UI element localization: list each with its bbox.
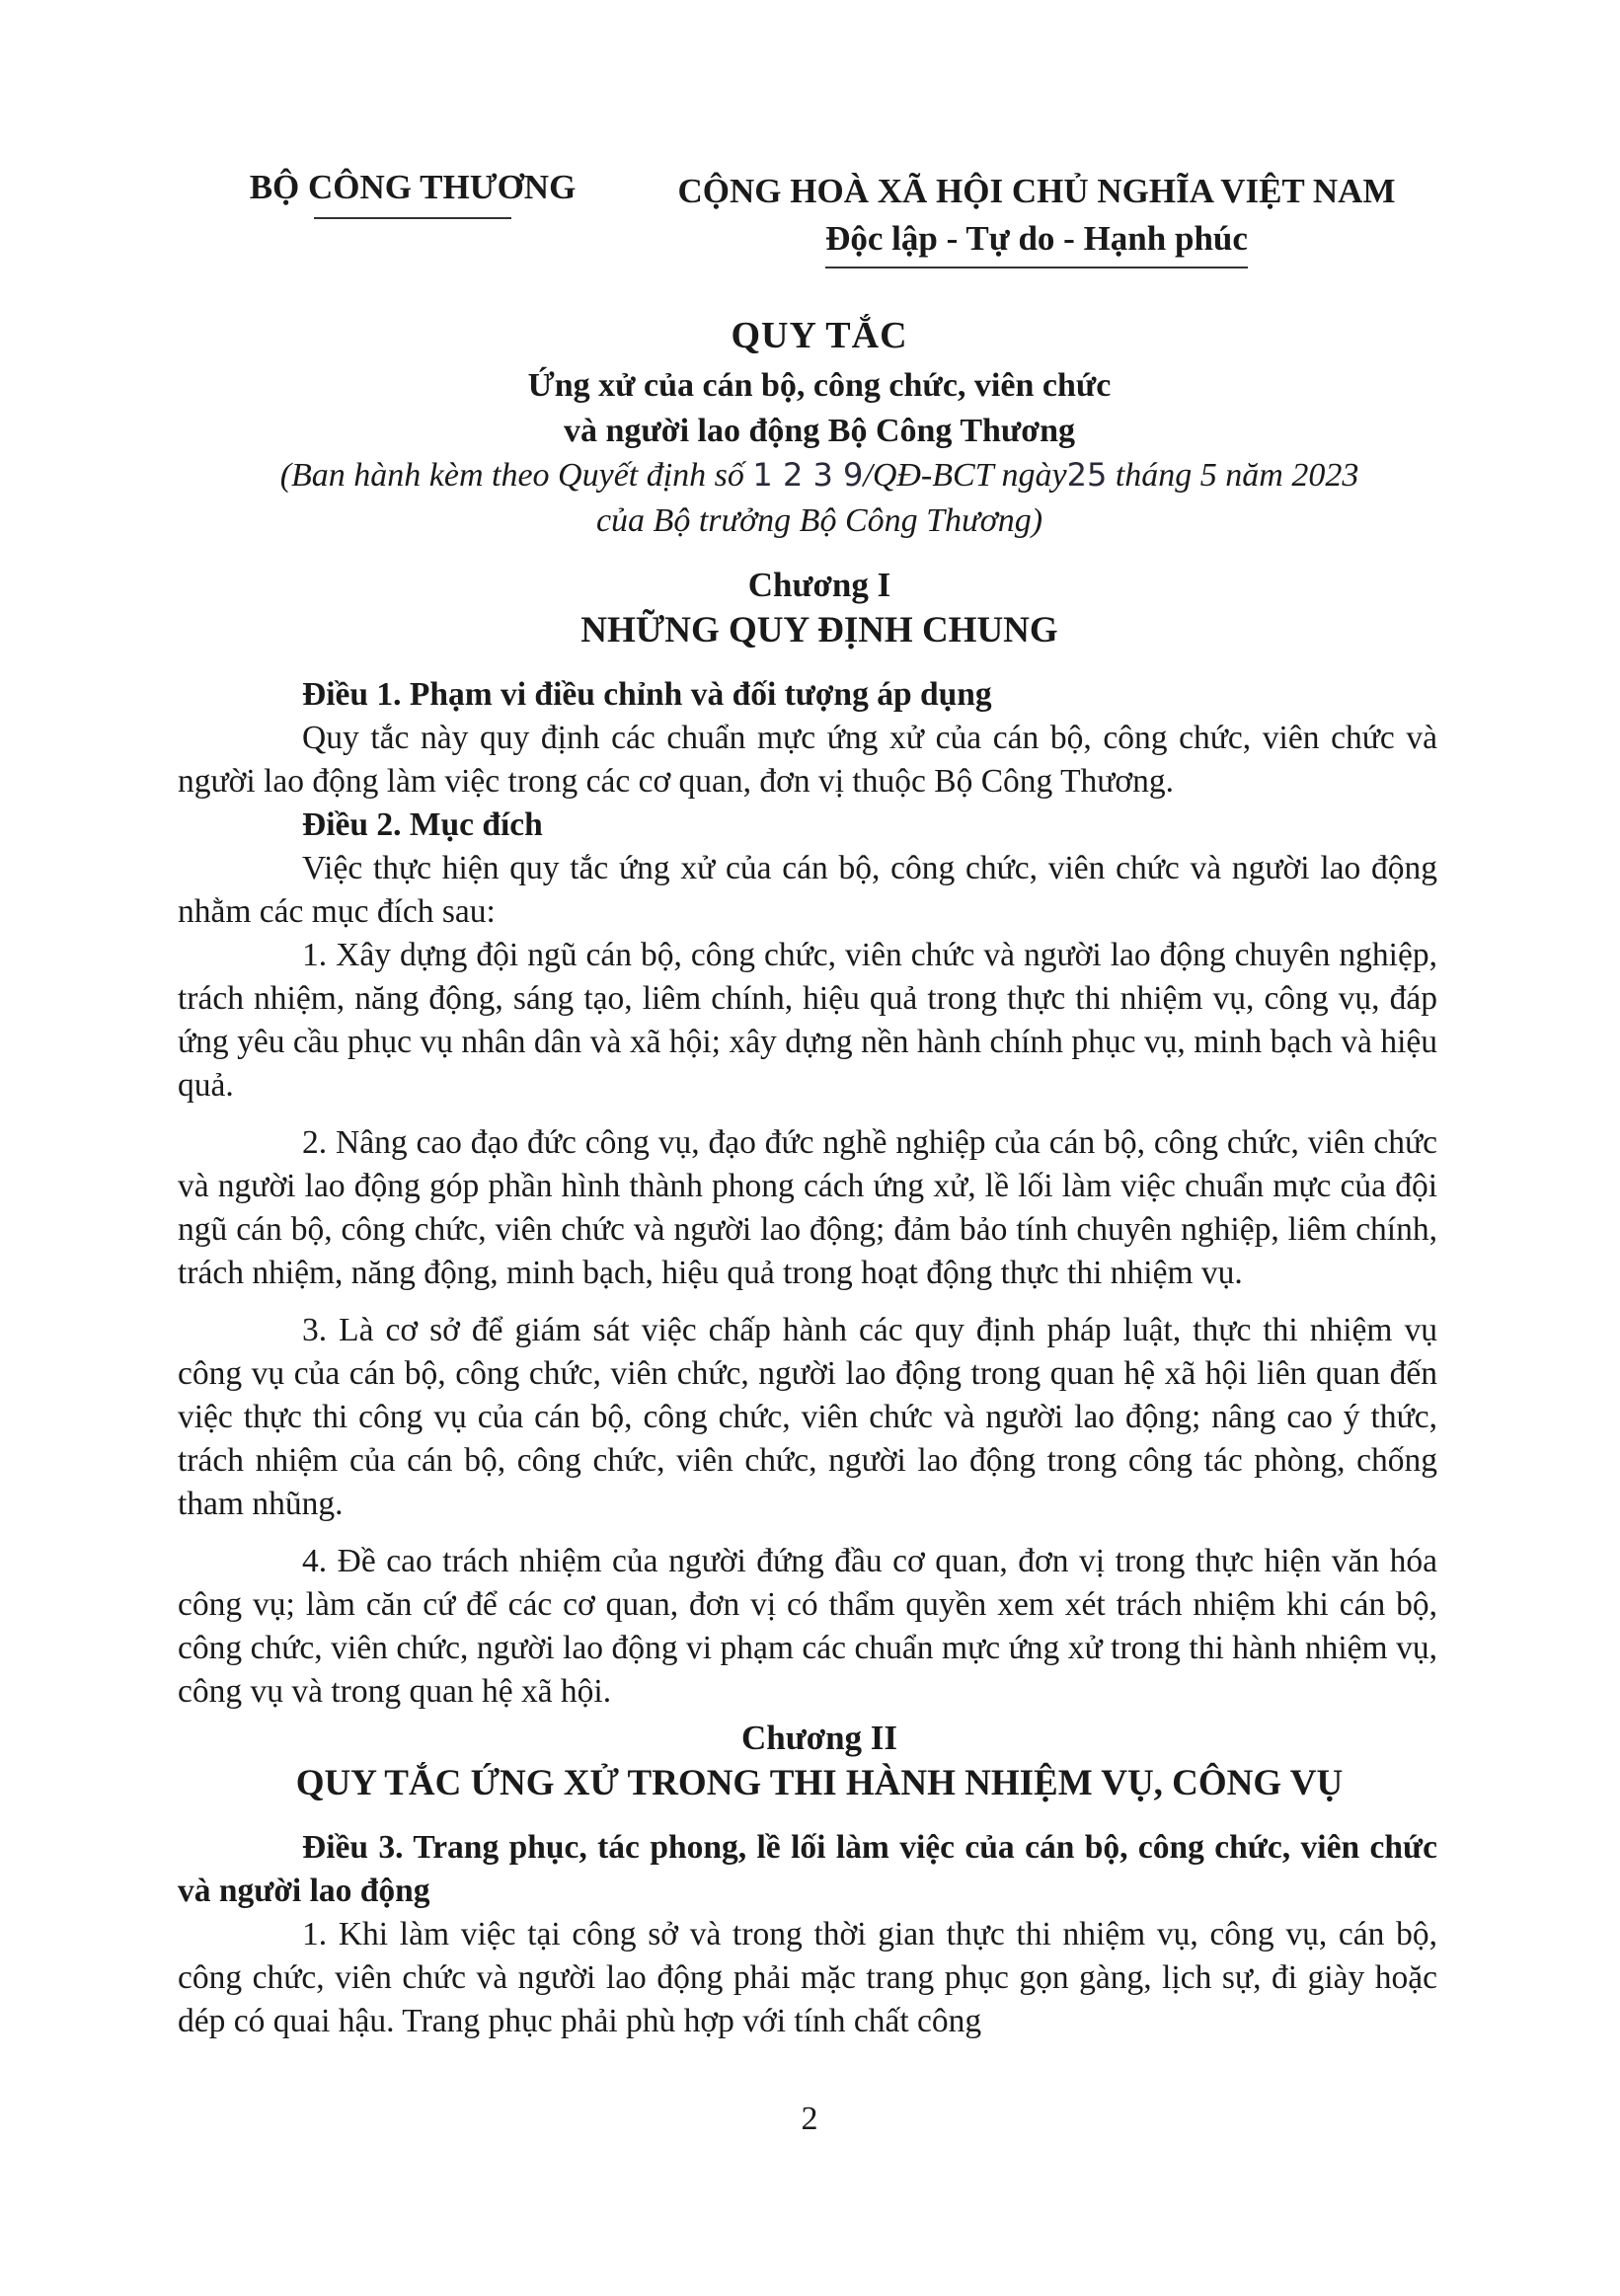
ministry-underline — [314, 217, 511, 219]
article-2-item-2: 2. Nâng cao đạo đức công vụ, đạo đức nghề nghiệp của cán bộ, công chức, viên chức và người lao động góp phần hình thành phong cách ứng xử, lề lối làm việc chuẩn mực của đội ngũ cán bộ, công chức, viên chức và người lao động; đảm bảo tính chuyên nghiệp, liêm chính, trách nhiệm, năng động, minh bạch, hiệu quả trong hoạt động thực thi nhiệm vụ. — [178, 1124, 1437, 1291]
chapter-1-body — [178, 673, 1437, 1714]
page-number: 2 — [801, 2101, 818, 2137]
ministry-name: BỘ CÔNG THƯƠNG — [249, 168, 577, 206]
promulgation-mid: /QĐ-BCT ngày — [863, 457, 1067, 494]
chapter-2 — [178, 1716, 1461, 1806]
article-2-heading: Điều 2. Mục đích — [302, 806, 543, 843]
article-1-heading: Điều 1. Phạm vi điều chỉnh và đối tượng áp dụng — [302, 676, 992, 713]
national-title — [652, 168, 1422, 268]
chapter-2-body — [178, 1826, 1437, 2043]
promulgation-prefix: (Ban hành kèm theo Quyết định số — [279, 457, 744, 494]
article-2-item-1: 1. Xây dựng đội ngũ cán bộ, công chức, viên chức và người lao động chuyên nghiệp, trách nhiệm, năng động, sáng tạo, liêm chính, hiệu quả trong thực thi nhiệm vụ, công vụ, đáp ứng yêu cầu phục vụ nhân dân và xã hội; xây dựng nền hành chính phục vụ, minh bạch và hiệu quả. — [178, 937, 1437, 1104]
article-3-heading: Điều 3. Trang phục, tác phong, lề lối làm việc của cán bộ, công chức, viên chức và người lao động — [178, 1829, 1437, 1909]
document-subtitle — [178, 363, 1461, 454]
national-motto: Độc lập - Tự do - Hạnh phúc — [825, 215, 1248, 268]
promulgation-note — [178, 452, 1461, 544]
handwritten-decision-number: 1 2 3 9 — [752, 456, 864, 494]
promulgation-line-2: của Bộ trưởng Bộ Công Thương) — [595, 502, 1043, 539]
chapter-1-label: Chương I — [747, 566, 891, 604]
article-2-item-3: 3. Là cơ sở để giám sát việc chấp hành các quy định pháp luật, thực thi nhiệm vụ công vụ của cán bộ, công chức, viên chức, người lao động trong quan hệ xã hội liên quan đến việc thực thi công vụ của cán bộ, công chức, viên chức và người lao động; nâng cao ý thức, trách nhiệm của cán bộ, công chức, viên chức, người lao động trong công tác phòng, chống tham nhũng. — [178, 1312, 1437, 1522]
country-name: CỘNG HOÀ XÃ HỘI CHỦ NGHĨA VIỆT NAM — [677, 172, 1396, 210]
subtitle-line-1: Ứng xử của cán bộ, công chức, viên chức — [527, 367, 1112, 404]
handwritten-day: 25 — [1066, 456, 1108, 494]
promulgation-suffix: tháng 5 năm 2023 — [1115, 457, 1359, 494]
article-1-text: Quy tắc này quy định các chuẩn mực ứng xử của cán bộ, công chức, viên chức và người lao động làm việc trong các cơ quan, đơn vị thuộc Bộ Công Thương. — [178, 720, 1437, 800]
subtitle-line-2: và người lao động Bộ Công Thương — [563, 413, 1076, 449]
chapter-2-label: Chương II — [740, 1719, 898, 1757]
chapter-2-name: QUY TẮC ỨNG XỬ TRONG THI HÀNH NHIỆM VỤ, CÔNG VỤ — [295, 1763, 1344, 1803]
issuing-ministry — [235, 168, 590, 219]
chapter-1-name: NHỮNG QUY ĐỊNH CHUNG — [580, 610, 1058, 651]
article-2-intro: Việc thực hiện quy tắc ứng xử của cán bộ, công chức, viên chức và người lao động nhằm các mục đích sau: — [178, 850, 1437, 930]
article-2-item-4: 4. Đề cao trách nhiệm của người đứng đầu cơ quan, đơn vị trong thực hiện văn hóa công vụ; làm căn cứ để các cơ quan, đơn vị có thẩm quyền xem xét trách nhiệm khi cán bộ, công chức, viên chức, người lao động vi phạm các chuẩn mực ứng xử trong thi hành nhiệm vụ, công vụ và trong quan hệ xã hội. — [178, 1543, 1437, 1710]
chapter-1 — [178, 563, 1461, 653]
document-title: QUY TẮC — [731, 315, 908, 356]
article-3-item-1: 1. Khi làm việc tại công sở và trong thời gian thực thi nhiệm vụ, công vụ, cán bộ, công chức, viên chức và người lao động phải mặc trang phục gọn gàng, lịch sự, đi giày hoặc dép có quai hậu. Trang phục phải phù hợp với tính chất công — [178, 1916, 1437, 2039]
